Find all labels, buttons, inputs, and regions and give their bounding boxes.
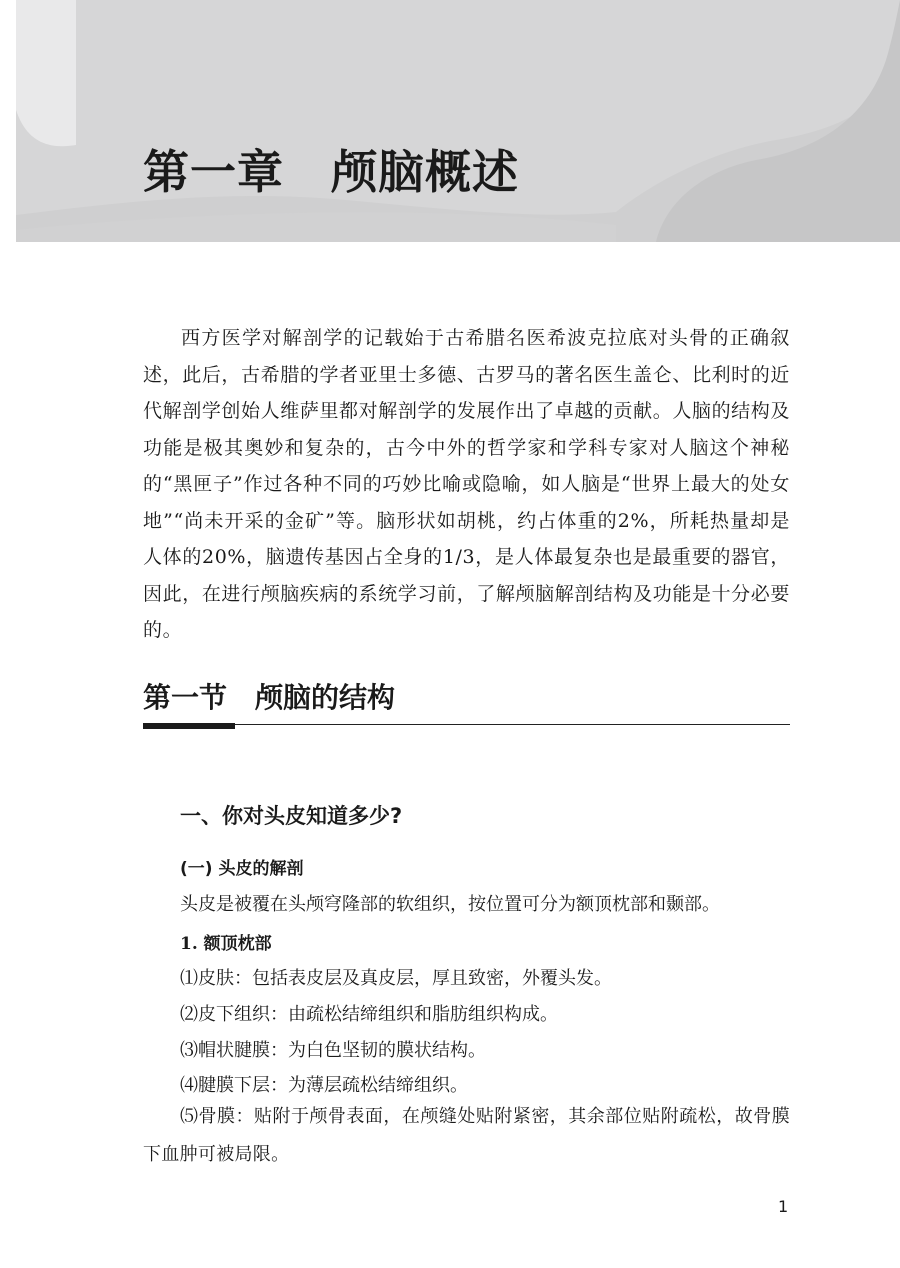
chapter-title: 第一章 颅脑概述	[143, 145, 519, 199]
list-item: ⑴皮肤：包括表皮层及真皮层，厚且致密，外覆头发。	[180, 968, 612, 989]
page-number: 1	[778, 1197, 789, 1216]
section-title-underbar	[143, 723, 235, 729]
part-title: (一) 头皮的解剖	[180, 859, 304, 879]
item-heading: 1. 额顶枕部	[180, 934, 272, 954]
list-item: ⑸骨膜：贴附于颅骨表面，在颅缝处贴附紧密，其余部位贴附疏松，故骨膜下血肿可被局限。	[143, 1106, 790, 1165]
list-item: ⑶帽状腱膜：为白色坚韧的膜状结构。	[180, 1040, 486, 1061]
section-header	[143, 668, 790, 725]
list-item: ⑵皮下组织：由疏松结缔组织和脂肪组织构成。	[180, 1004, 558, 1025]
chapter-intro-paragraph: 西方医学对解剖学的记载始于古希腊名医希波克拉底对头骨的正确叙述，此后，古希腊的学者亚里士多德、古罗马的著名医生盖仑、比利时的近代解剖学创始人维萨里都对解剖学的发展作出了卓越的贡献。人脑的结构及功能是极其奥妙和复杂的，古今中外的哲学家和学科专家对人脑这个神秘的“黑匣子”作过各种不同的巧妙比喻或隐喻，如人脑是“世界上最大的处女地”“尚未开采的金矿”等。脑形状如胡桃，约占体重的2%，所耗热量却是人体的20%，脑遗传基因占全身的1/3，是人体最复杂也是最重要的器官，因此，在进行颅脑疾病的系统学习前，了解颅脑解剖结构及功能是十分必要的。	[143, 327, 790, 641]
subsection-title: 一、你对头皮知道多少?	[180, 804, 403, 828]
section-title: 第一节 颅脑的结构	[143, 681, 396, 714]
scalp-intro: 头皮是被覆在头颅穹隆部的软组织，按位置可分为额顶枕部和颞部。	[180, 894, 720, 915]
banner-cloud-decoration	[16, 0, 900, 242]
chapter-banner	[16, 0, 900, 242]
list-item: ⑷腱膜下层：为薄层疏松结缔组织。	[180, 1075, 468, 1096]
